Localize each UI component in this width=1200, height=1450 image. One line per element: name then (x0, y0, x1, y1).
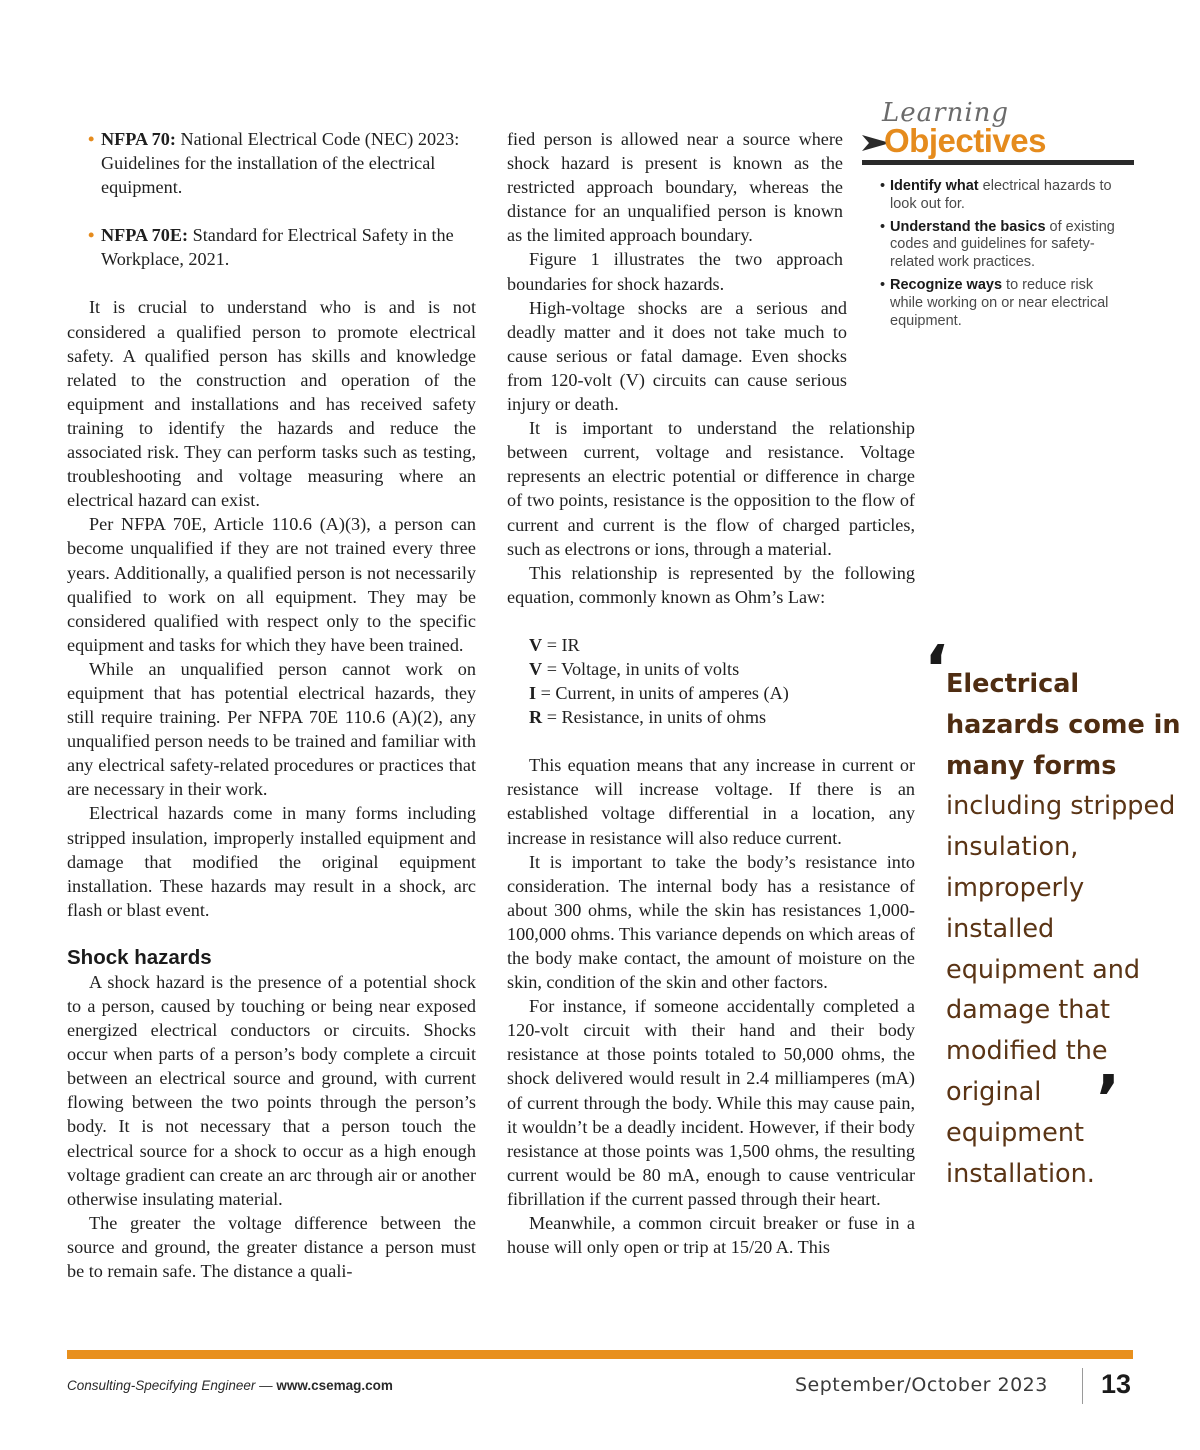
equation-line: V = Voltage, in units of volts (529, 658, 740, 679)
body-paragraph: A shock hazard is the presence of a potential shock to a person, caused by touching or being near exposed energized electrical conductors or circuits. Shocks occur when parts of a person’s body complete a circuit between an electrical source and ground, with current flowing between the two points through the person’s body. It is not necessary that a person touch the electrical source for a shock to occur as a high enough voltage gradient can create an arc through air or another otherwise insulating material. (67, 971, 476, 1209)
open-quote-icon: ‘ (924, 633, 949, 707)
learning-objectives-heading-small: Learning (882, 98, 1010, 128)
body-paragraph: Electrical hazards come in many forms including stripped insulation, improperly installed equipment and damage that modified the original equipment installation. These hazards may result in a shock, arc flash or blast event. (67, 803, 476, 920)
equation-line: V = IR (529, 634, 580, 655)
body-paragraph: For instance, if someone accidentally completed a 120-volt circuit with their hand and their body resistance at those points totaled to 50,000 ohms, the shock delivered would result in 2.4 milliamperes (mA) of current through the body. While this may cause pain, it wouldn’t be a deadly incident. However, if their body resistance at those points was 1,500 ohms, the resulting current would be 80 mA, enough to cause ventricular fibrillation if the current passed through their heart. (507, 996, 915, 1209)
body-paragraph: It is important to understand the relationship between current, voltage and resistance. Voltage represents an electric potential or difference in charge of two points, resistance is the opposition to the flow of current and current is the flow of charged particles, such as electrons or ions, through a material. (507, 418, 915, 559)
body-paragraph: Figure 1 illustrates the two approach boundaries for shock hazards. (507, 249, 843, 294)
learning-objectives-list (880, 178, 1130, 335)
body-paragraph: It is important to take the body’s resistance into consideration. The internal body has a resistance of about 300 ohms, while the skin has resistances 1,000-100,000 ohms. This variance depends on which areas of the body make contact, the amount of moisture on the skin, condition of the skin and other factors. (507, 851, 915, 993)
standard-description: National Electrical Code (NEC) 2023: Guidelines for the installation of the electrical equipment. (101, 129, 460, 198)
footer-publication: Consulting-Specifying Engineer — www.csemag.com (67, 1378, 393, 1393)
section-heading: Shock hazards (67, 945, 212, 969)
standard-description: Standard for Electrical Safety in the Workplace, 2021. (101, 225, 454, 270)
objective-item: • Understand the basics of existing codes and guidelines for safety-related work practices. (880, 219, 1130, 272)
body-paragraph: Meanwhile, a common circuit breaker or fuse in a house will only open or trip at 15/20 A. This (507, 1213, 915, 1258)
standards-list (67, 127, 476, 271)
page-number: 13 (1101, 1369, 1132, 1399)
body-paragraph: While an unqualified person cannot work on equipment that has potential electrical hazards, they still require training. Per NFPA 70E 110.6 (A)(2), any unqualified person needs to be trained and familiar with any electrical safety-related procedures or practices that are necessary in their work. (67, 658, 476, 800)
standards-list-item (101, 223, 476, 271)
learning-objectives-divider (862, 160, 1134, 165)
body-paragraph: This relationship is represented by the following equation, commonly known as Ohm’s Law: (507, 562, 915, 607)
objective-item: • Recognize ways to reduce risk while working on or near electrical equipment. (880, 277, 1130, 330)
close-quote-icon: ’ (1096, 1063, 1121, 1137)
pull-quote-emphasis: Electrical hazards come in many forms (946, 669, 1181, 781)
body-paragraph: Per NFPA 70E, Article 110.6 (A)(3), a person can become unqualified if they are not trained every three years. Additionally, a qualified person is not necessarily qualified to work on all equipment. They may be considered qualified with respect only to the specific equipment and tasks for which they have been trained. (67, 514, 476, 655)
article-column-2 (507, 127, 915, 1259)
standard-name: NFPA 70: (101, 129, 176, 149)
footer-divider (1082, 1368, 1083, 1404)
body-paragraph: High-voltage shocks are a serious and deadly matter and it does not take much to cause serious or fatal damage. Even shocks from 120-volt (V) circuits can cause serious injury or death. (507, 297, 847, 415)
footer-rule (67, 1350, 1133, 1359)
publication-name: Consulting-Specifying Engineer (67, 1378, 256, 1393)
article-column-1 (67, 127, 476, 1283)
publication-url[interactable]: www.csemag.com (276, 1378, 393, 1393)
standard-name: NFPA 70E: (101, 225, 189, 246)
body-paragraph: The greater the voltage difference between the source and ground, the greater distance a person must be to remain safe. The distance a quali- (67, 1212, 476, 1282)
body-paragraph: This equation means that any increase in current or resistance will increase voltage. If there is an established voltage differential in a location, any increase in resistance will also reduce current. (507, 755, 915, 848)
body-paragraph: It is crucial to understand who is and is not considered a qualified person to promote electrical safety. A qualified person has skills and knowledge related to the construction and operation of the equipment and installations and has received safety training to identify the hazards and reduce the associated risk. They can perform tasks such as testing, troubleshooting and voltage measuring where an electrical hazard can exist. (67, 297, 476, 511)
equation-line: R = Resistance, in units of ohms (529, 707, 767, 728)
objective-item: • Identify what electrical hazards to look out for. (880, 178, 1130, 214)
equation-line: I = Current, in units of amperes (A) (529, 683, 789, 704)
learning-objectives-heading: Objectives (884, 122, 1046, 159)
issue-date: September/October 2023 (795, 1374, 1048, 1396)
pull-quote-text: including stripped insulation, improperly installed equipment and damage that modified the original equipment installation. (946, 791, 1176, 1189)
standards-list-item (101, 127, 476, 199)
pull-quote (946, 664, 1186, 1194)
ohms-law-equation (529, 633, 915, 729)
body-paragraph: fied person is allowed near a source where shock hazard is present is known as the restricted approach boundary, whereas the distance for an unqualified person is known as the limited approach boundary. (507, 129, 843, 246)
